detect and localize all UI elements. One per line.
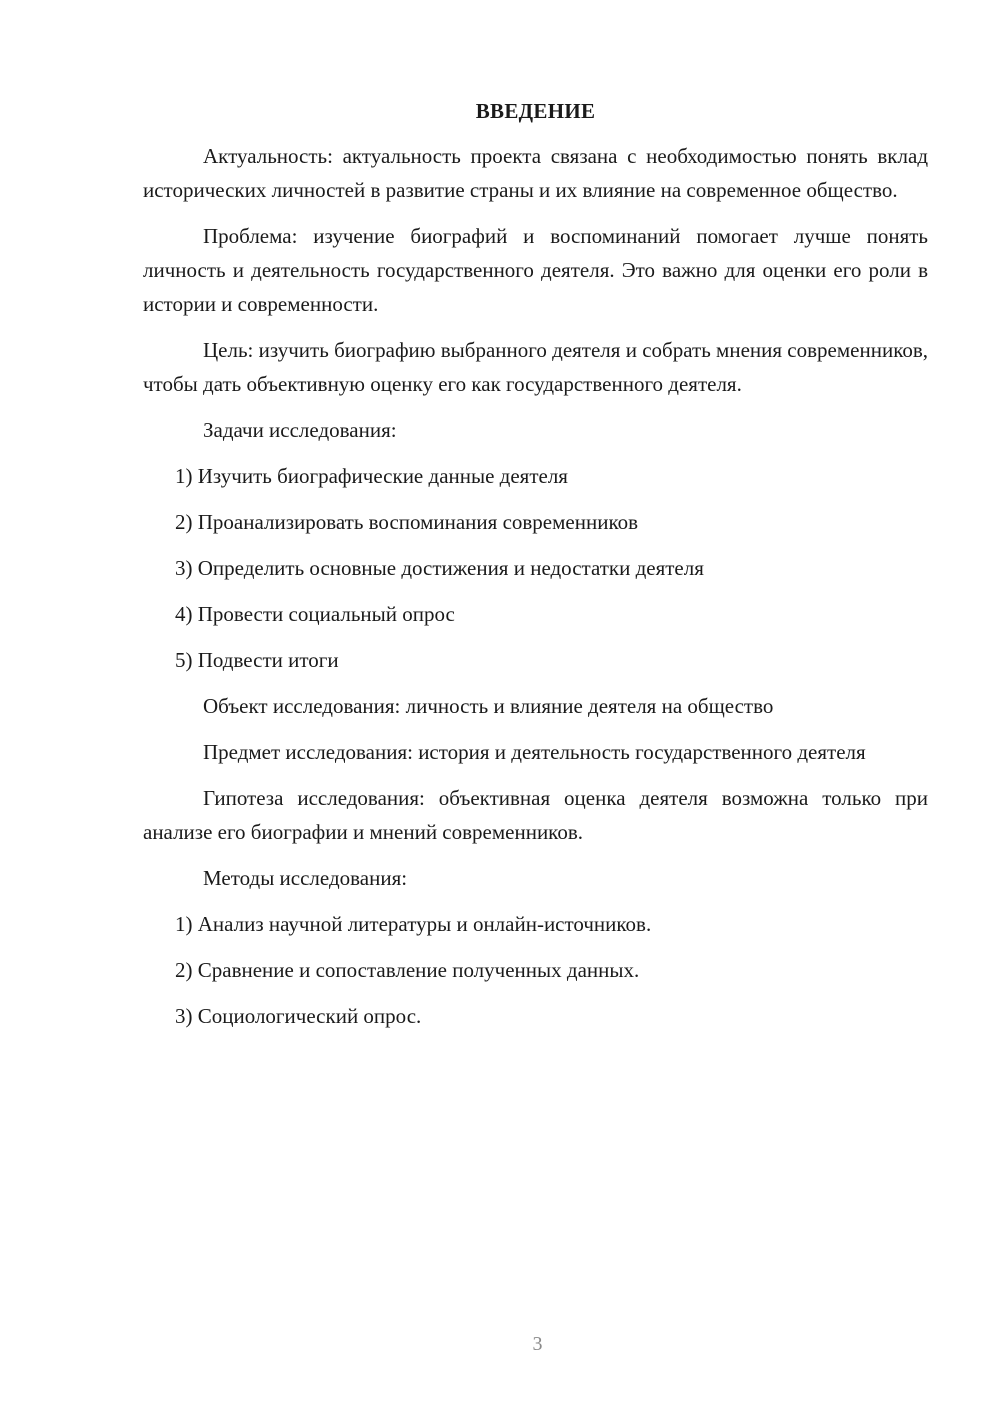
task-item: 1) Изучить биографические данные деятеля bbox=[175, 464, 568, 488]
relevance-paragraph: Актуальность: актуальность проекта связана с необходимостью понять вклад исторических личностей в развитие страны и их влияние на современное общество. bbox=[143, 144, 928, 202]
hypothesis-paragraph: Гипотеза исследования: объективная оценка деятеля возможна только при анализе его биографии и мнений современников. bbox=[143, 786, 928, 844]
method-item: 1) Анализ научной литературы и онлайн-источников. bbox=[175, 912, 652, 936]
section-heading: ВВЕДЕНИЕ bbox=[475, 99, 596, 123]
tasks-title: Задачи исследования: bbox=[203, 418, 397, 442]
task-item: 5) Подвести итоги bbox=[175, 648, 339, 672]
subject-paragraph: Предмет исследования: история и деятельность государственного деятеля bbox=[203, 740, 866, 764]
object-paragraph: Объект исследования: личность и влияние деятеля на общество bbox=[203, 694, 774, 718]
goal-paragraph: Цель: изучить биографию выбранного деятеля и собрать мнения современников, чтобы дать объективную оценку его как государственного деятеля. bbox=[143, 338, 928, 396]
task-item: 3) Определить основные достижения и недостатки деятеля bbox=[175, 556, 704, 580]
method-item: 2) Сравнение и сопоставление полученных данных. bbox=[175, 958, 640, 982]
document-body bbox=[143, 94, 928, 1045]
method-item: 3) Социологический опрос. bbox=[175, 1004, 422, 1028]
task-item: 4) Провести социальный опрос bbox=[175, 602, 455, 626]
methods-title: Методы исследования: bbox=[203, 866, 408, 890]
page-number: 3 bbox=[532, 1333, 543, 1355]
task-item: 2) Проанализировать воспоминания современников bbox=[175, 510, 639, 534]
problem-paragraph: Проблема: изучение биографий и воспоминаний помогает лучше понять личность и деятельность государственного деятеля. Это важно для оценки его роли в истории и современности. bbox=[143, 224, 928, 316]
